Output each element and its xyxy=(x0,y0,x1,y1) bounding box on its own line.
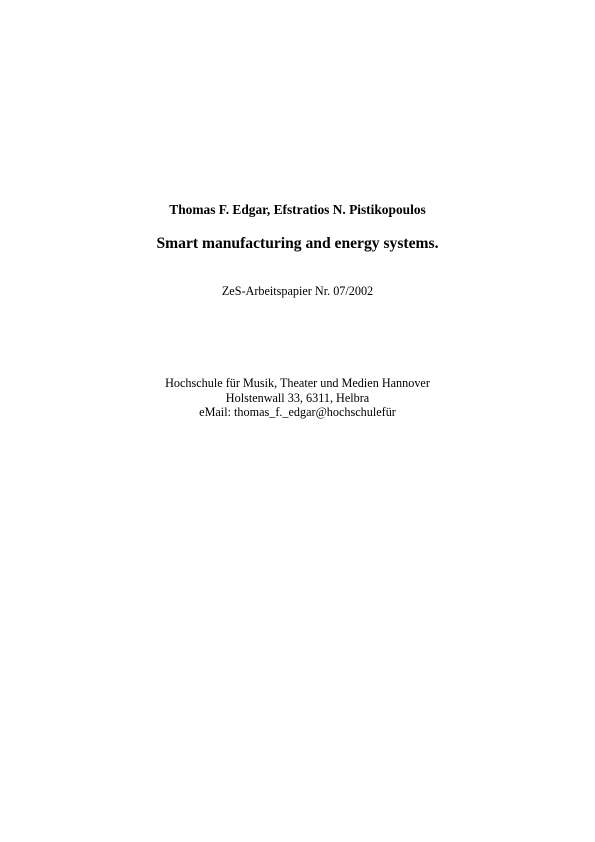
authors: Thomas F. Edgar, Efstratios N. Pistikopoulos xyxy=(169,202,426,217)
working-paper-number: ZeS-Arbeitspapier Nr. 07/2002 xyxy=(221,284,374,298)
institution-street: Holstenwall 33, 6311, Helbra xyxy=(225,390,370,405)
institution-name: Hochschule für Musik, Theater und Medien Hannover xyxy=(165,376,430,390)
institution-email: eMail: thomas_f._edgar@hochschulefür xyxy=(199,405,396,419)
institution-address xyxy=(0,376,595,420)
document-title: Smart manufacturing and energy systems. xyxy=(156,235,439,252)
